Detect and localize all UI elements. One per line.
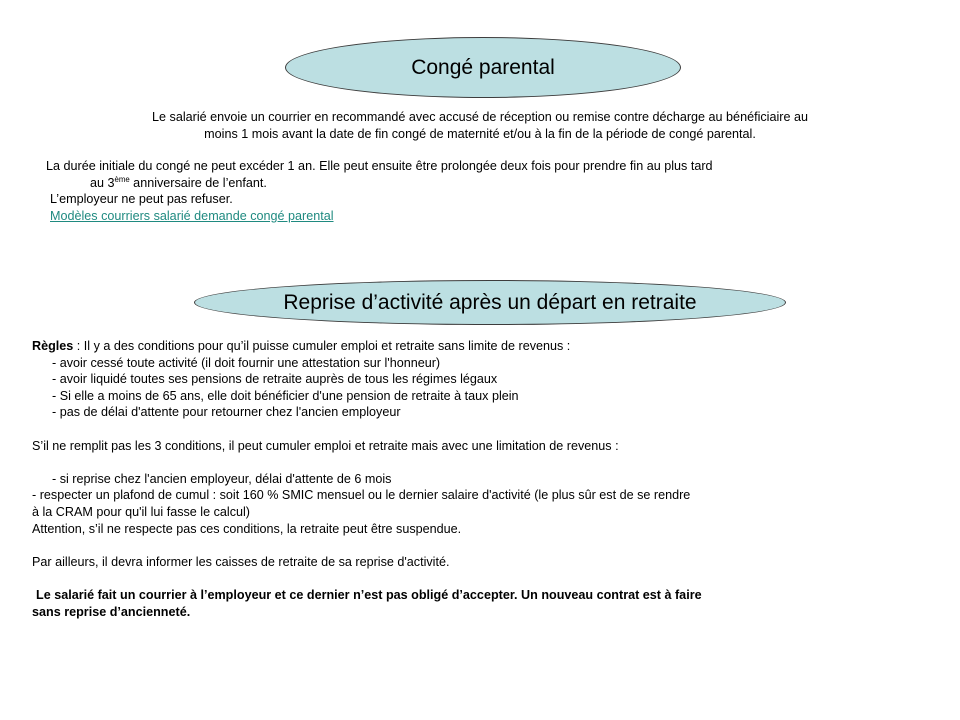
paragraph-notification-line-1: Le salarié envoie un courrier en recommandé avec accusé de réception ou remise contre décharge au bénéficiaire au [152,110,808,124]
paragraph-duree-line-2-suffix: anniversaire de l’enfant. [129,175,267,190]
note-gap [32,537,932,554]
paragraph-link-row [46,208,914,225]
condition-item: - Si elle a moins de 65 ans, elle doit bénéficier d'une pension de retraite à taux plein [52,388,519,403]
paragraph-employeur-refus: L’employeur ne peut pas refuser. [50,192,233,207]
limitation-item-wrapped-line-1: - respecter un plafond de cumul : soit 160 % SMIC mensuel ou le dernier salaire d'activité (le plus sûr est de se rendre [32,488,691,503]
limitation-item-wrapped [32,487,932,504]
paragraph-notification-line-2: moins 1 mois avant la date de fin congé de maternité et/ou à la fin de la période de congé parental. [204,126,756,141]
section-title-conge-parental: Congé parental [411,55,555,79]
paragraph-gap [46,142,914,158]
link-modeles-courriers[interactable]: Modèles courriers salarié demande congé parental [50,208,334,223]
list-gap [32,421,932,438]
rules-intro-text: : Il y a des conditions pour qu’il puisse cumuler emploi et retraite sans limite de revenus : [73,339,571,353]
section-title-reprise-activite: Reprise d’activité après un départ en retraite [283,290,697,314]
final-paragraph [32,587,932,620]
attention-note: Attention, s’il ne respecte pas ces conditions, la retraite peut être suspendue. [32,521,462,536]
limitation-item-wrapped-continuation: à la CRAM pour qu'il lui fasse le calcul) [32,504,250,519]
condition-item: - pas de délai d'attente pour retourner chez l'ancien employeur [52,405,401,420]
final-gap [32,570,932,587]
limitation-gap [32,454,932,471]
paragraph-notification [46,109,914,142]
rules-label: Règles [32,339,74,353]
final-paragraph-line-1: Le salarié fait un courrier à l’employeur et ce dernier n’est pas obligé d’accepter. Un nouveau contrat est à faire [36,587,702,602]
section-body-conge-parental [46,109,914,225]
paragraph-duree-line-2 [46,175,914,192]
section-title-shape-reprise-activite[interactable] [194,280,786,325]
rules-intro-row [32,338,932,355]
ordinal-superscript: ème [114,174,130,184]
section-title-shape-conge-parental[interactable] [285,37,681,98]
final-paragraph-line-2: sans reprise d’ancienneté. [32,604,191,619]
paragraph-duree-line-2-prefix: au 3 [90,175,115,190]
condition-item: - avoir liquidé toutes ses pensions de retraite auprès de tous les régimes légaux [52,372,498,387]
section-body-reprise-activite [32,338,932,620]
paragraph-duree [46,158,914,191]
par-ailleurs-note: Par ailleurs, il devra informer les caisses de retraite de sa reprise d'activité. [32,554,450,569]
paragraph-duree-line-1: La durée initiale du congé ne peut excéder 1 an. Elle peut ensuite être prolongée deux fois pour prendre fin au plus tard [46,159,713,174]
condition-item: - avoir cessé toute activité (il doit fournir une attestation sur l'honneur) [52,355,441,370]
limitation-item: - si reprise chez l'ancien employeur, délai d'attente de 6 mois [52,471,392,486]
limitation-intro: S’il ne remplit pas les 3 conditions, il peut cumuler emploi et retraite mais avec une limitation de revenus : [32,438,619,453]
